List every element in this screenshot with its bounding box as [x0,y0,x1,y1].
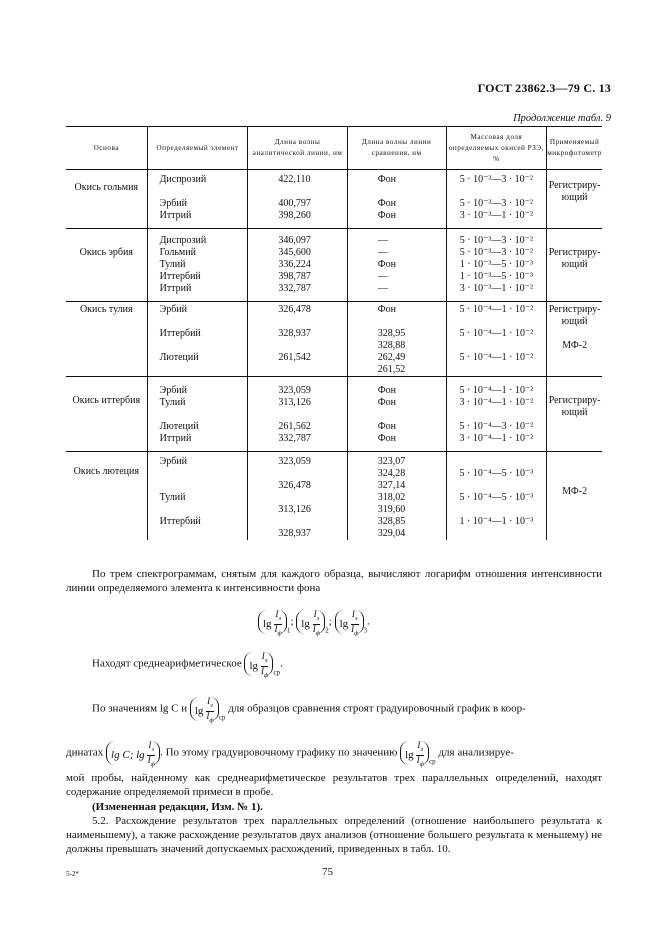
amendment-note: (Измененная редакция, Изм. № 1). [92,801,263,813]
cell-base: Окись тулия [66,302,147,377]
data-table [66,126,602,540]
cell-reference-lines: — — Фон — — [347,229,446,302]
col-header-base: Основа [66,127,147,170]
table-row [66,229,602,302]
cell-wavelengths: 422,110 400,797 398,260 [248,170,347,229]
cell-photometer: Регистриру- ющий [547,229,602,302]
cell-mass-fractions: 5 · 10⁻⁴—5 · 10⁻³ 5 · 10⁻⁴—5 · 10⁻³ 1 · 10⁻⁴—1 · 10⁻³ [446,452,547,541]
page-number: 75 [322,866,333,878]
cell-wavelengths: 323,059 326,478 313,126 328,937 [248,452,347,541]
cell-wavelengths: 326,478 328,937 261,542 [248,302,347,377]
col-header-mass-fraction: Массовая доля определяемых окисей РЗЭ, % [446,127,547,170]
document-header: ГОСТ 23862.3—79 С. 13 [477,81,611,95]
table-row [66,452,602,541]
cell-elements: Диспрозий Эрбий Иттрий [147,170,248,229]
col-header-element: Определяемый элемент [147,127,248,170]
table-continuation-label: Продолжение табл. 9 [513,113,611,124]
paragraph-calibration: По значениям lg C и lg $I_э$ $I_ф$ $_{ср}$ для образцов сравнения строят градуировочный график в коор- [92,696,526,724]
cell-wavelengths: 323,059 313,126 261,562 332,787 [248,377,347,452]
cell-base: Окись иттербия [66,377,147,452]
paragraph-result: мой пробы, найденному как среднеарифметическое результатов трех параллельных определений, находят содержание определяемой примеси в пробе. [66,772,602,798]
cell-reference-lines: Фон Фон Фон Фон [347,377,446,452]
table-header-row [66,127,602,170]
table-row [66,170,602,229]
cell-photometer: МФ-2 [547,452,602,541]
col-header-wavelength: Длина волны аналитической линии, нм [248,127,347,170]
cell-mass-fractions: 5 · 10⁻⁴—1 · 10⁻² 3 · 10⁻⁴—1 · 10⁻² 5 · 10⁻⁴—3 · 10⁻² 3 · 10⁻⁴—1 · 10⁻² [446,377,547,452]
cell-elements: Эрбий Тулий Иттербий [147,452,248,541]
cell-wavelengths: 346,097 345,600 336,224 398,787 332,787 [248,229,347,302]
cell-reference-lines: Фон Фон Фон [347,170,446,229]
paragraph-coordinates: динатах lg C; lg $I_э$ $I_ф$ . По этому градуировочному графику по значению lg $I_э$ $I_ф$ $_{ср}$ для анализируе- [66,740,514,768]
cell-mass-fractions: 5 · 10⁻³—3 · 10⁻² 5 · 10⁻³—3 · 10⁻² 3 · 10⁻³—1 · 10⁻² [446,170,547,229]
table-row [66,302,602,377]
footer-signature: 5-2* [66,870,79,878]
paragraph-log-ratio: По трем спектрограммам, снятым для каждого образца, вычисляют логарифм отношения интенсивности линии определяемого элемента к интенсивности фона [66,568,602,594]
cell-photometer: Регистриру- ющий [547,377,602,452]
cell-elements: Диспрозий Гольмий Тулий Иттербий Иттрий [147,229,248,302]
cell-reference-lines: 323,07 324,28 327,14 318,02 319,60 328,85 329,04 [347,452,446,541]
cell-elements: Эрбий Иттербий Лютеций [147,302,248,377]
cell-photometer: Регистриру- ющий [547,170,602,229]
cell-base: Окись лютеция [73,466,139,477]
cell-base: Окись гольмия [66,170,147,229]
cell-photometer: Регистриру- ющий МФ-2 [547,302,602,377]
cell-base: Окись эрбия [66,229,147,302]
formula-log-ratios: lg $I_э$ $I_ф$ $_1$; lg $I_э$ $I_ф$ $_2$; lg $I_э$ $I_ф$ $_3$. [258,610,370,638]
cell-mass-fractions: 5 · 10⁻⁴—1 · 10⁻² 5 · 10⁻⁴—1 · 10⁻² 5 · 10⁻⁴—1 · 10⁻² [446,302,547,377]
paragraph-mean: Находят среднеарифметическое lg $I_э$ $I_ф$ $_{ср}$. [92,651,283,679]
col-header-photometer: Применяемый микрофотометр [547,127,602,170]
cell-reference-lines: Фон 328,95 328,88 262,49 261,52 [347,302,446,377]
table-row [66,377,602,452]
col-header-reference-line: Длина волны линии сравнения, нм [347,127,446,170]
cell-mass-fractions: 5 · 10⁻³—3 · 10⁻² 5 · 10⁻³—3 · 10⁻² 1 · 10⁻³—5 · 10⁻³ 1 · 10⁻³—5 · 10⁻³ 3 · 10⁻³—1 · 10⁻² [446,229,547,302]
paragraph-5-2: 5.2. Расхождение результатов трех параллельных определений (отношение наибольшего результата к наименьшему), а также расхождение результатов двух анализов (отношение большего результата к меньшему) не должны превышать значений допускаемых расхождений, приведенных в табл. 10. [66,815,602,855]
cell-elements: Эрбий Тулий Лютеций Иттрий [147,377,248,452]
